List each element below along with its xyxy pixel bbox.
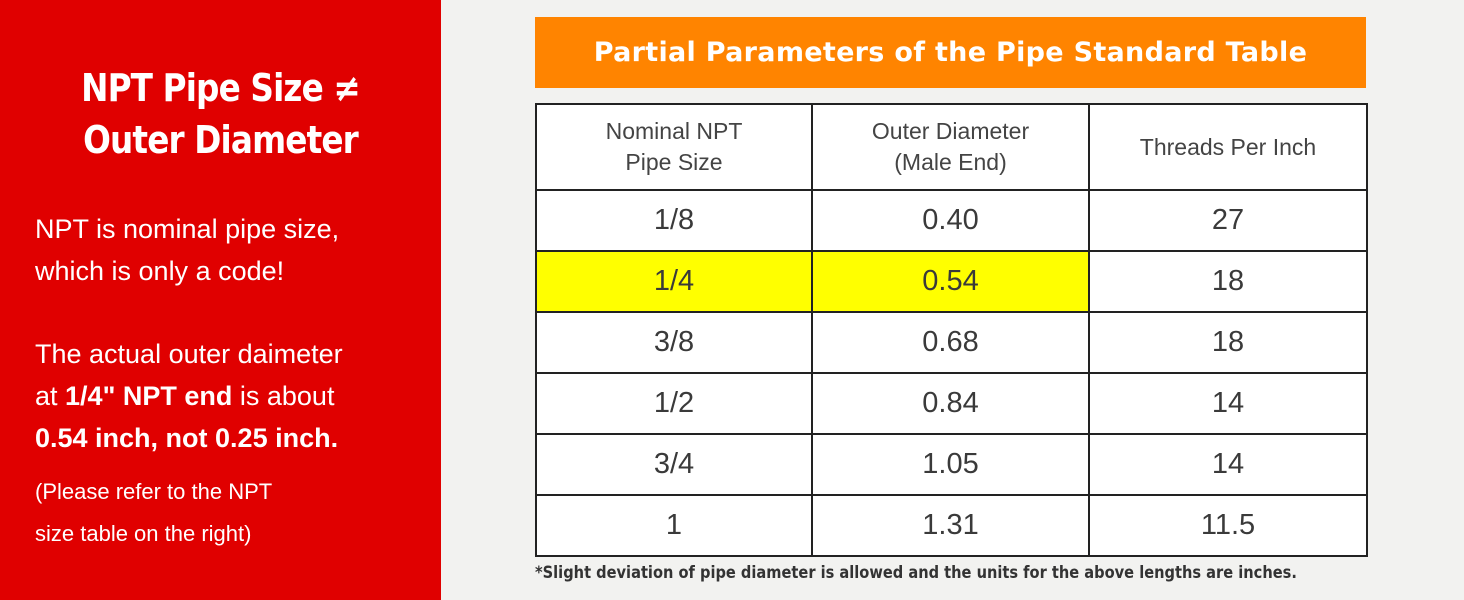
actual-bold-npt: 1/4" NPT end xyxy=(65,381,233,411)
cell-threads: 18 xyxy=(1089,312,1367,373)
cell-size: 3/4 xyxy=(536,434,812,495)
panel-title-line1: NPT Pipe Size ≠ xyxy=(81,66,360,110)
intro-line1: NPT is nominal pipe size, xyxy=(35,214,340,244)
note-line2: size table on the right) xyxy=(35,521,252,546)
header-diameter-line1: Outer Diameter xyxy=(871,118,1030,144)
actual-line3 xyxy=(35,417,343,459)
cell-size: 1/2 xyxy=(536,373,812,434)
header-nominal-line2: Pipe Size xyxy=(625,149,723,175)
panel-title-line2: Outer Diameter xyxy=(83,118,358,162)
cell-threads: 14 xyxy=(1089,434,1367,495)
cell-size: 1 xyxy=(536,495,812,556)
pipe-standard-table xyxy=(535,103,1368,557)
cell-threads: 18 xyxy=(1089,251,1367,312)
actual-at: at xyxy=(35,381,66,411)
cell-diameter: 0.84 xyxy=(812,373,1089,434)
note-line1: (Please refer to the NPT xyxy=(35,479,273,504)
info-panel xyxy=(0,0,441,600)
actual-line2 xyxy=(35,375,343,417)
panel-title xyxy=(31,62,410,166)
cell-threads: 14 xyxy=(1089,373,1367,434)
cell-diameter: 0.54 xyxy=(812,251,1089,312)
table-row-highlighted xyxy=(536,251,1367,312)
cell-threads: 11.5 xyxy=(1089,495,1367,556)
cell-size: 1/4 xyxy=(536,251,812,312)
cell-diameter: 0.68 xyxy=(812,312,1089,373)
table-header-row xyxy=(536,104,1367,190)
table-row xyxy=(536,190,1367,251)
actual-line1: The actual outer daimeter xyxy=(35,339,343,369)
cell-diameter: 1.31 xyxy=(812,495,1089,556)
header-outer-diameter xyxy=(812,104,1089,190)
intro-line2: which is only a code! xyxy=(35,256,285,286)
cell-diameter: 0.40 xyxy=(812,190,1089,251)
table-row xyxy=(536,373,1367,434)
header-nominal-line1: Nominal NPT xyxy=(605,118,743,144)
table-row xyxy=(536,495,1367,556)
intro-text xyxy=(35,208,339,292)
header-nominal-size xyxy=(536,104,812,190)
cell-size: 1/8 xyxy=(536,190,812,251)
header-threads-per-inch xyxy=(1089,104,1367,190)
header-threads-line1: Threads Per Inch xyxy=(1139,133,1317,160)
cell-size: 3/8 xyxy=(536,312,812,373)
actual-bold-value: 0.54 inch, not 0.25 inch. xyxy=(35,423,339,453)
table-title-banner: Partial Parameters of the Pipe Standard Table xyxy=(535,17,1366,88)
actual-diameter-text xyxy=(35,333,343,459)
header-diameter-line2: (Male End) xyxy=(894,149,1007,175)
cell-diameter: 1.05 xyxy=(812,434,1089,495)
table-row xyxy=(536,312,1367,373)
table-footnote: *Slight deviation of pipe diameter is allowed and the units for the above lengths are inches. xyxy=(535,563,1297,583)
cell-threads: 27 xyxy=(1089,190,1367,251)
note-text xyxy=(35,471,272,555)
actual-is-about: is about xyxy=(232,381,335,411)
table-row xyxy=(536,434,1367,495)
